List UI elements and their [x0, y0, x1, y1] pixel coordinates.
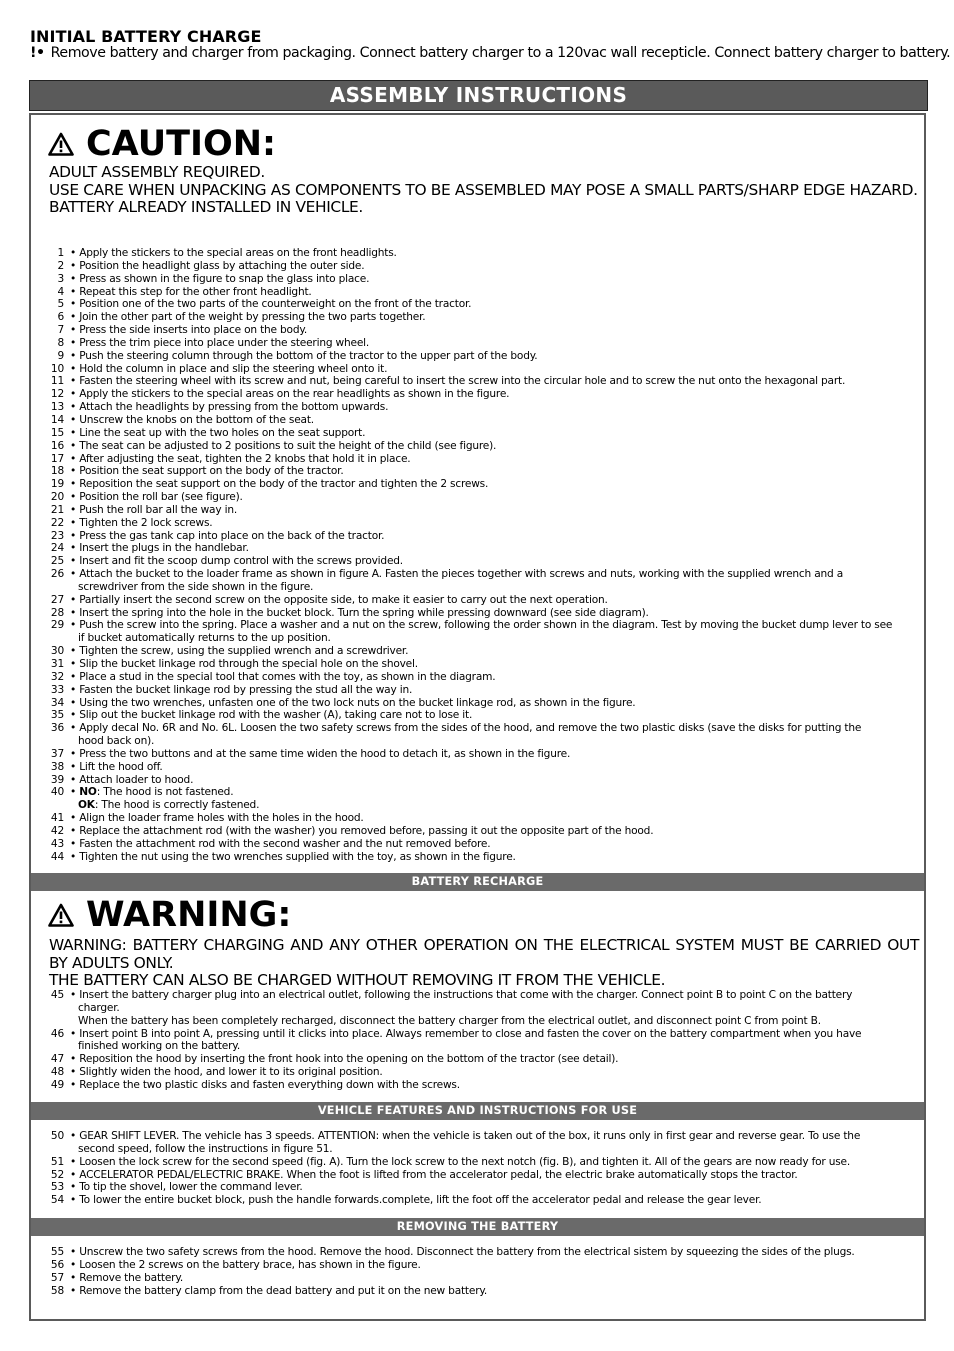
step-number: 37 [50, 747, 64, 760]
step-item [40, 478, 920, 491]
step-number: 21 [50, 503, 64, 516]
step-text [64, 645, 920, 658]
step-item [40, 414, 920, 427]
step-number: 31 [50, 658, 64, 670]
step-text [64, 684, 920, 697]
warning-title: WARNING: [86, 895, 292, 935]
step-item [40, 363, 920, 376]
step-number: 24 [50, 542, 64, 555]
step-number: 55 [50, 1246, 64, 1258]
step-number: 50 [50, 1130, 64, 1142]
step-text-main: • Insert the spring into the hole in the bucket block. Turn the spring while pressing downward (see side diagram). [70, 606, 649, 619]
step-text-main: • Insert point B into point A, pressing until it clicks into place. Always remember to close and fasten the cover on the battery compartment when you have [70, 1027, 862, 1040]
step-text [64, 453, 920, 466]
step-text [64, 1079, 920, 1092]
assembly-instructions-header: ASSEMBLY INSTRUCTIONS [29, 80, 928, 111]
step-number: 33 [50, 683, 64, 696]
step-item [40, 989, 920, 1028]
step-item [40, 530, 920, 543]
step-number: 23 [50, 529, 64, 542]
step-item [40, 542, 920, 555]
step-text-main: • Loosen the lock screw for the second speed (fig. A). Turn the lock screw to the next notch (fig. B), and tighten it. All of the gears are now ready for use. [70, 1155, 851, 1168]
step-item [40, 311, 920, 324]
step-text-main: • Place a stud in the special tool that comes with the toy, as shown in the diagram. [70, 670, 496, 683]
warning-line: THE BATTERY CAN ALSO BE CHARGED WITHOUT REMOVING IT FROM THE VEHICLE. [49, 971, 666, 989]
step-text-continued: finished working on the battery. [78, 1040, 240, 1053]
step-number: 57 [50, 1271, 64, 1284]
step-text-main: • Partially insert the second screw on the opposite side, to make it easier to carry out the next operation. [70, 593, 608, 606]
step-item [40, 1272, 920, 1285]
step-item [40, 260, 920, 273]
step-text-main: • Press the side inserts into place on the body. [70, 324, 308, 337]
step-text [64, 465, 920, 478]
step-text [64, 774, 920, 787]
step-number: 38 [50, 760, 64, 773]
step-text [64, 1053, 920, 1066]
step-item [40, 324, 920, 337]
step-item [40, 375, 920, 388]
step-text-main: • Push the steering column through the bottom of the tractor to the upper part of the body. [70, 349, 538, 362]
step-number: 15 [50, 426, 64, 439]
step-text [64, 761, 920, 774]
step-item [40, 671, 920, 684]
step-text-main: • Press the trim piece into place under the steering wheel. [70, 336, 370, 349]
step-number: 9 [57, 349, 64, 362]
step-text [64, 658, 920, 671]
step-text [64, 825, 920, 838]
step-text [64, 286, 920, 299]
step-number: 13 [50, 401, 64, 414]
step-item [40, 1066, 920, 1079]
recharge-steps [40, 989, 920, 1092]
step-text [64, 1028, 920, 1054]
step-text [64, 388, 920, 401]
step-text [64, 1285, 920, 1298]
step-text-main: • Replace the two plastic disks and fasten everything down with the screws. [70, 1078, 460, 1091]
step-text [64, 504, 920, 517]
step-item [40, 1181, 920, 1194]
step-text [64, 709, 920, 722]
step-text [64, 542, 920, 555]
warning-text [49, 937, 919, 990]
step-text-main: • To lower the entire bucket block, push the handle forwards.complete, lift the foot off the accelerator pedal and release the gear lever. [70, 1194, 762, 1207]
step-item [40, 440, 920, 453]
step-number: 53 [50, 1181, 64, 1194]
step-number: 35 [50, 709, 64, 722]
step-item [40, 1156, 920, 1169]
step-number: 56 [50, 1258, 64, 1271]
step-text-continued: hood back on). [78, 735, 155, 748]
step-text-main: • Lift the hood off. [70, 760, 163, 773]
step-text [64, 786, 920, 812]
warning-triangle-icon [48, 132, 74, 156]
step-text-main: • Remove the battery clamp from the dead battery and put it on the new battery. [70, 1284, 488, 1297]
step-number: 54 [50, 1194, 64, 1207]
step-text [64, 298, 920, 311]
step-item [40, 1246, 920, 1259]
step-text [64, 722, 920, 748]
step-number: 52 [50, 1168, 64, 1181]
step-item [40, 1053, 920, 1066]
step-number: 48 [50, 1066, 64, 1079]
step-text-main: • Attach loader to hood. [70, 773, 194, 786]
step-text-main: • The seat can be adjusted to 2 positions to suit the height of the child (see figure). [70, 439, 497, 452]
feature-steps [40, 1130, 920, 1207]
step-text [64, 350, 920, 363]
step-text [64, 401, 920, 414]
step-text [64, 619, 920, 645]
step-text-main: • Push the roll bar all the way in. [70, 503, 238, 516]
step-item [40, 298, 920, 311]
step-text [64, 1156, 920, 1169]
step-text-continued: charger. [78, 1001, 120, 1014]
step-number: 22 [50, 516, 64, 529]
step-text [64, 1272, 920, 1285]
step-item [40, 786, 920, 812]
warning-line: WARNING: BATTERY CHARGING AND ANY OTHER OPERATION ON THE ELECTRICAL SYSTEM MUST BE CARRIED OUT BY ADULTS ONLY. [49, 936, 919, 972]
step-item [40, 401, 920, 414]
step-text [64, 337, 920, 350]
step-number: 6 [57, 311, 64, 324]
step-item [40, 465, 920, 478]
step-text-main: • Position the headlight glass by attaching the outer side. [70, 259, 365, 272]
step-number: 39 [50, 773, 64, 786]
step-number: 19 [50, 478, 64, 491]
step-text-main: • Slightly widen the hood, and lower it to its original position. [70, 1066, 383, 1079]
step-text-continued: screwdriver from the side shown in the figure. [78, 580, 314, 593]
step-number: 20 [50, 491, 64, 504]
step-item [40, 684, 920, 697]
step-text-main: • Tighten the screw, using the supplied wrench and a screwdriver. [70, 645, 409, 658]
step-number: 4 [57, 285, 64, 298]
step-number: 11 [50, 375, 64, 388]
caution-line: BATTERY ALREADY INSTALLED IN VEHICLE. [49, 198, 363, 216]
step-text-main: • Reposition the hood by inserting the front hook into the opening on the bottom of the tractor (see detail). [70, 1053, 619, 1066]
step-text-main: • Loosen the 2 screws on the battery brace, has shown in the figure. [70, 1258, 421, 1271]
step-number: 29 [50, 619, 64, 632]
step-text-main: • Replace the attachment rod (with the washer) you removed before, passing it out the opposite part of the hood. [70, 824, 654, 837]
step-text-main: • Hold the column in place and slip the steering wheel onto it. [70, 362, 388, 375]
step-text [64, 1169, 920, 1182]
step-text-main: • Align the loader frame holes with the holes in the hood. [70, 812, 364, 825]
step-number: 36 [50, 722, 64, 735]
step-text [64, 1130, 920, 1156]
step-text [64, 1246, 920, 1259]
step-number: 1 [57, 247, 64, 259]
step-number: 17 [50, 452, 64, 465]
step-number: 5 [57, 298, 64, 311]
step-number: 46 [50, 1027, 64, 1040]
step-text [64, 1181, 920, 1194]
removing-steps [40, 1246, 920, 1297]
step-item [40, 337, 920, 350]
step-item [40, 722, 920, 748]
step-text-main: • After adjusting the seat, tighten the 2 knobs that hold it in place. [70, 452, 411, 465]
step-item [40, 1169, 920, 1182]
step-number: 7 [57, 324, 64, 337]
step-text [64, 594, 920, 607]
step-item [40, 658, 920, 671]
step-number: 12 [50, 388, 64, 401]
step-text-main: • Repeat this step for the other front headlight. [70, 285, 312, 298]
step-number: 51 [50, 1155, 64, 1168]
step-text-main: • Press as shown in the figure to snap the glass into place. [70, 272, 370, 285]
step-text [64, 1194, 920, 1207]
step-text [64, 989, 920, 1028]
step-item [40, 491, 920, 504]
step-text [64, 440, 920, 453]
step-item [40, 645, 920, 658]
battery-recharge-header: BATTERY RECHARGE [31, 873, 924, 891]
step-text [64, 260, 920, 273]
step-text-main: • GEAR SHIFT LEVER. The vehicle has 3 speeds. ATTENTION: when the vehicle is taken out of the box, it runs only in first gear and reverse gear. To use the [70, 1130, 861, 1142]
step-item [40, 1285, 920, 1298]
step-text-main: • Press the two buttons and at the same time widen the hood to detach it, as shown in the figure. [70, 747, 571, 760]
step-item [40, 607, 920, 620]
step-text [64, 1259, 920, 1272]
step-text-main: • Remove the battery. [70, 1271, 184, 1284]
step-text-main: • Fasten the attachment rod with the second washer and the nut removed before. [70, 837, 491, 850]
step-item [40, 1259, 920, 1272]
caution-heading [48, 124, 276, 164]
step-item [40, 748, 920, 761]
step-number: 26 [50, 568, 64, 581]
step-number: 18 [50, 465, 64, 478]
step-text-main: • To tip the shovel, lower the command lever. [70, 1181, 303, 1194]
step-item [40, 774, 920, 787]
initial-charge-instruction [30, 45, 950, 61]
step-text [64, 697, 920, 710]
step-item [40, 427, 920, 440]
step-item [40, 697, 920, 710]
step-text-main: • Position one of the two parts of the counterweight on the front of the tractor. [70, 298, 472, 311]
step-text [64, 851, 920, 864]
step-text-main: • Insert and fit the scoop dump control with the screws provided. [70, 555, 403, 568]
step-text-main: • Tighten the nut using the two wrenches supplied with the toy, as shown in the figure. [70, 850, 516, 863]
step-item [40, 350, 920, 363]
step-text-main: • Unscrew the two safety screws from the hood. Remove the hood. Disconnect the battery from the electrical sistem by squeezing the sides of the plugs. [70, 1246, 855, 1258]
initial-charge-title: INITIAL BATTERY CHARGE [30, 27, 262, 46]
step-item [40, 761, 920, 774]
assembly-steps [40, 247, 920, 864]
step-number: 58 [50, 1284, 64, 1297]
step-item [40, 594, 920, 607]
step-number: 10 [50, 362, 64, 375]
step-number: 16 [50, 439, 64, 452]
step-text [64, 478, 920, 491]
step-number: 34 [50, 696, 64, 709]
step-text-continued: second speed, follow the instructions in figure 51. [78, 1142, 333, 1155]
warning-heading [48, 895, 291, 935]
step-number: 49 [50, 1078, 64, 1091]
step-text-main: • Fasten the bucket linkage rod by pressing the stud all the way in. [70, 683, 413, 696]
step-number: 40 [50, 786, 64, 799]
step-item [40, 825, 920, 838]
step-text-continued: When the battery has been completely recharged, disconnect the battery charger from the electrical outlet, and disconnect point C from point B. [78, 1014, 821, 1027]
step-text-continued: if bucket automatically returns to the up position. [78, 632, 331, 645]
step-number: 30 [50, 645, 64, 658]
step-text-main: • Attach the headlights by pressing from the bottom upwards. [70, 401, 389, 414]
step-text-continued: OK: The hood is correctly fastened. [78, 799, 260, 812]
step-text-main: • Apply the stickers to the special areas on the rear headlights as shown in the figure. [70, 388, 510, 401]
step-text [64, 555, 920, 568]
step-item [40, 1079, 920, 1092]
step-text-main: • Unscrew the knobs on the bottom of the seat. [70, 413, 314, 426]
step-number: 3 [57, 272, 64, 285]
step-text-main: • Insert the battery charger plug into an electrical outlet, following the instructions that come with the charger. Connect point B to point C on the battery [70, 989, 853, 1001]
caution-line: ADULT ASSEMBLY REQUIRED. [49, 163, 265, 181]
step-text [64, 375, 920, 388]
step-text [64, 838, 920, 851]
step-text-main: • Apply decal No. 6R and No. 6L. Loosen the two safety screws from the sides of the hood, and remove the two plastic disks (save the disks for putting the [70, 722, 862, 735]
caution-title: CAUTION: [86, 124, 277, 164]
caution-bullet: !• [30, 45, 45, 61]
step-number: 27 [50, 593, 64, 606]
step-text-main: • Position the roll bar (see figure). [70, 491, 243, 504]
step-text-main: • Slip out the bucket linkage rod with the washer (A), taking care not to lose it. [70, 709, 473, 722]
step-text [64, 812, 920, 825]
step-text-main: • Attach the bucket to the loader frame as shown in figure A. Fasten the pieces together with screws and nuts, working with the supplied wrench and a [70, 568, 844, 581]
step-item [40, 812, 920, 825]
step-text-main: • Reposition the seat support on the body of the tractor and tighten the 2 screws. [70, 478, 489, 491]
step-text [64, 491, 920, 504]
step-text [64, 568, 920, 594]
step-number: 41 [50, 812, 64, 825]
step-number: 44 [50, 850, 64, 863]
step-item [40, 504, 920, 517]
step-number: 28 [50, 606, 64, 619]
step-text-main: • Insert the plugs in the handlebar. [70, 542, 249, 555]
step-text-main: • Tighten the 2 lock screws. [70, 516, 213, 529]
step-item [40, 851, 920, 864]
step-text [64, 311, 920, 324]
step-text-main: • Line the seat up with the two holes on the seat support. [70, 426, 366, 439]
step-number: 43 [50, 837, 64, 850]
step-text [64, 530, 920, 543]
step-text [64, 247, 920, 260]
step-item [40, 619, 920, 645]
step-text-main: • Press the gas tank cap into place on the back of the tractor. [70, 529, 385, 542]
caution-text [49, 164, 919, 217]
step-item [40, 555, 920, 568]
step-text [64, 671, 920, 684]
step-item [40, 286, 920, 299]
step-text [64, 748, 920, 761]
vehicle-features-header: VEHICLE FEATURES AND INSTRUCTIONS FOR USE [31, 1102, 924, 1120]
caution-line: USE CARE WHEN UNPACKING AS COMPONENTS TO BE ASSEMBLED MAY POSE A SMALL PARTS/SHARP EDGE HAZARD. [49, 180, 918, 199]
step-number: 8 [57, 336, 64, 349]
step-text-main: • Join the other part of the weight by pressing the two parts together. [70, 311, 426, 324]
step-number: 2 [57, 259, 64, 272]
step-item [40, 1028, 920, 1054]
step-text-main: • Push the screw into the spring. Place a washer and a nut on the screw, following the order shown in the diagram. Test by moving the bucket dump lever to see [70, 619, 893, 632]
step-number: 42 [50, 824, 64, 837]
step-text [64, 607, 920, 620]
step-text-main: • NO: The hood is not fastened. [70, 786, 234, 799]
step-text-main: • Position the seat support on the body of the tractor. [70, 465, 344, 478]
step-text-main: • Apply the stickers to the special areas on the front headlights. [70, 247, 397, 259]
step-number: 25 [50, 555, 64, 568]
step-item [40, 838, 920, 851]
step-text [64, 1066, 920, 1079]
step-text [64, 324, 920, 337]
step-item [40, 1130, 920, 1156]
step-text [64, 414, 920, 427]
step-text-main: • ACCELERATOR PEDAL/ELECTRIC BRAKE. When the foot is lifted from the accelerator pedal, the electric brake automatically stops the tractor. [70, 1168, 798, 1181]
step-number: 14 [50, 413, 64, 426]
initial-charge-text: Remove battery and charger from packaging. Connect battery charger to a 120vac wall recepticle. Connect battery charger to battery. [50, 45, 951, 61]
warning-triangle-icon [48, 903, 74, 927]
step-item [40, 453, 920, 466]
step-text-main: • Fasten the steering wheel with its screw and nut, being careful to insert the screw into the circular hole and to screw the nut onto the hexagonal part. [70, 375, 846, 388]
removing-battery-header: REMOVING THE BATTERY [31, 1218, 924, 1236]
step-number: 45 [50, 989, 64, 1001]
step-item [40, 709, 920, 722]
step-item [40, 1194, 920, 1207]
step-text [64, 363, 920, 376]
step-item [40, 568, 920, 594]
step-text-main: • Slip the bucket linkage rod through the special hole on the shovel. [70, 658, 418, 670]
step-item [40, 517, 920, 530]
step-text [64, 273, 920, 286]
step-number: 47 [50, 1053, 64, 1066]
step-item [40, 247, 920, 260]
step-item [40, 388, 920, 401]
step-number: 32 [50, 670, 64, 683]
step-text-main: • Using the two wrenches, unfasten one of the two lock nuts on the bucket linkage rod, as shown in the figure. [70, 696, 636, 709]
step-text [64, 427, 920, 440]
step-text [64, 517, 920, 530]
step-item [40, 273, 920, 286]
